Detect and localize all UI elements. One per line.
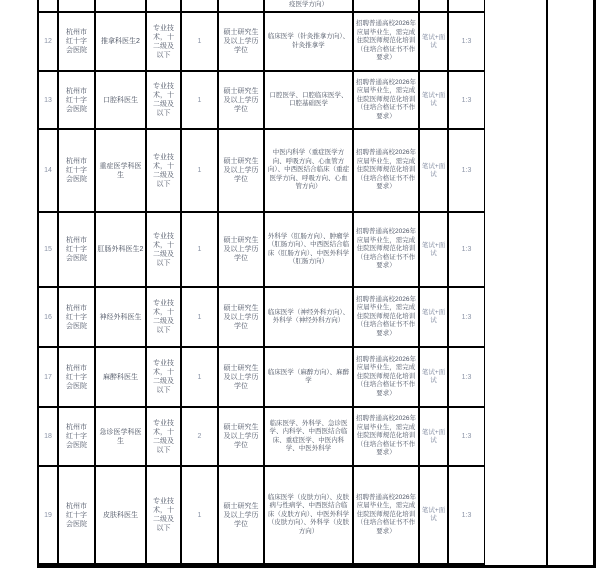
count-cell: 1 bbox=[182, 288, 219, 348]
empty-column-cell bbox=[548, 0, 596, 568]
count-cell: 1 bbox=[182, 213, 219, 288]
row-number: 17 bbox=[39, 348, 59, 408]
exam-cell: 笔试+面试 bbox=[420, 408, 449, 467]
exam-cell bbox=[420, 0, 449, 13]
other-req-cell: 招聘普通高校2026年应届毕业生，需完成住院医师规范化培训（住培合格证书不作要求） bbox=[354, 467, 420, 565]
exam-cell: 笔试+面试 bbox=[420, 130, 449, 213]
position-cell: 口腔科医生 bbox=[96, 72, 147, 130]
ratio-cell: 1:3 bbox=[449, 13, 487, 72]
other-req-cell: 招聘普通高校2026年应届毕业生，需完成住院医师规范化培训（住培合格证书不作要求） bbox=[354, 213, 420, 288]
position-cell: 推拿科医生2 bbox=[96, 13, 147, 72]
count-cell: 1 bbox=[182, 72, 219, 130]
degree-cell: 硕士研究生及以上学历学位 bbox=[219, 467, 265, 565]
exam-cell: 笔试+面试 bbox=[420, 13, 449, 72]
count-cell: 1 bbox=[182, 467, 219, 565]
row-number: 18 bbox=[39, 408, 59, 467]
other-req-cell: 招聘普通高校2026年应届毕业生，需完成住院医师规范化培训（住培合格证书不作要求） bbox=[354, 288, 420, 348]
row-number: 19 bbox=[39, 467, 59, 565]
row-number: 12 bbox=[39, 13, 59, 72]
ratio-cell: 1:3 bbox=[449, 288, 487, 348]
row-number: 13 bbox=[39, 72, 59, 130]
level-cell: 专业技术，十二级及以下 bbox=[147, 467, 182, 565]
exam-cell: 笔试+面试 bbox=[420, 72, 449, 130]
org-cell: 杭州市红十字会医院 bbox=[59, 13, 96, 72]
ratio-cell: 1:3 bbox=[449, 408, 487, 467]
degree-cell: 硕士研究生及以上学历学位 bbox=[219, 213, 265, 288]
major-cell: 口腔医学、口腔临床医学、口腔基础医学 bbox=[265, 72, 354, 130]
position-cell: 肛肠外科医生2 bbox=[96, 213, 147, 288]
count-cell: 1 bbox=[182, 13, 219, 72]
row-number bbox=[39, 0, 59, 13]
ratio-cell bbox=[449, 0, 487, 13]
exam-cell: 笔试+面试 bbox=[420, 348, 449, 408]
level-cell: 专业技术，十二级及以下 bbox=[147, 348, 182, 408]
ratio-cell: 1:3 bbox=[449, 348, 487, 408]
position-cell bbox=[96, 0, 147, 13]
major-cell: 中医内科学（重症医学方向、呼吸方向、心血管方向）、中西医结合临床（重症医学方向、呼吸方向、心血管方向） bbox=[265, 130, 354, 213]
count-cell: 1 bbox=[182, 348, 219, 408]
degree-cell: 硕士研究生及以上学历学位 bbox=[219, 72, 265, 130]
row-number: 16 bbox=[39, 288, 59, 348]
other-req-cell: 招聘普通高校2026年应届毕业生，需完成住院医师规范化培训（住培合格证书不作要求） bbox=[354, 72, 420, 130]
exam-cell: 笔试+面试 bbox=[420, 288, 449, 348]
org-cell: 杭州市红十字会医院 bbox=[59, 130, 96, 213]
empty-column-cell bbox=[485, 0, 548, 568]
count-cell bbox=[182, 0, 219, 13]
org-cell: 杭州市红十字会医院 bbox=[59, 408, 96, 467]
level-cell: 专业技术，十二级及以下 bbox=[147, 213, 182, 288]
org-cell: 杭州市红十字会医院 bbox=[59, 288, 96, 348]
exam-cell: 笔试+面试 bbox=[420, 467, 449, 565]
org-cell bbox=[59, 0, 96, 13]
level-cell: 专业技术，十二级及以下 bbox=[147, 288, 182, 348]
other-req-cell: 招聘普通高校2026年应届毕业生，需完成住院医师规范化培训（住培合格证书不作要求） bbox=[354, 130, 420, 213]
major-cell: 临床医学（皮肤方向）、皮肤病与性病学、中西医结合临床（皮肤方向）、中医外科学（皮肤方向）、外科学（皮肤方向） bbox=[265, 467, 354, 565]
level-cell bbox=[147, 0, 182, 13]
level-cell: 专业技术，十二级及以下 bbox=[147, 13, 182, 72]
major-cell: 临床医学、外科学、急诊医学、内科学、中西医结合临床、重症医学、中医内科学、中医外科学 bbox=[265, 408, 354, 467]
major-cell: 外科学（肛肠方向）、肿瘤学（肛肠方向）、中西医结合临床（肛肠方向）、中医外科学（肛肠方向） bbox=[265, 213, 354, 288]
degree-cell: 硕士研究生及以上学历学位 bbox=[219, 13, 265, 72]
major-cell-partial: 疫医学方向） bbox=[265, 0, 354, 13]
major-cell: 临床医学（麻醉方向）、麻醉学 bbox=[265, 348, 354, 408]
major-cell: 临床医学（针灸推拿方向）、针灸推拿学 bbox=[265, 13, 354, 72]
position-cell: 麻醉科医生 bbox=[96, 348, 147, 408]
other-req-cell: 招聘普通高校2026年应届毕业生，需完成住院医师规范化培训（住培合格证书不作要求） bbox=[354, 348, 420, 408]
row-number: 14 bbox=[39, 130, 59, 213]
ratio-cell: 1:3 bbox=[449, 213, 487, 288]
count-cell: 2 bbox=[182, 408, 219, 467]
major-cell: 临床医学（神经外科方向）、外科学（神经外科方向） bbox=[265, 288, 354, 348]
exam-cell: 笔试+面试 bbox=[420, 213, 449, 288]
level-cell: 专业技术，十二级及以下 bbox=[147, 130, 182, 213]
degree-cell: 硕士研究生及以上学历学位 bbox=[219, 348, 265, 408]
org-cell: 杭州市红十字会医院 bbox=[59, 72, 96, 130]
ratio-cell: 1:3 bbox=[449, 130, 487, 213]
row-number: 15 bbox=[39, 213, 59, 288]
position-cell: 重症医学科医生 bbox=[96, 130, 147, 213]
degree-cell: 硕士研究生及以上学历学位 bbox=[219, 288, 265, 348]
position-cell: 神经外科医生 bbox=[96, 288, 147, 348]
ratio-cell: 1:3 bbox=[449, 467, 487, 565]
position-cell: 急诊医学科医生 bbox=[96, 408, 147, 467]
org-cell: 杭州市红十字会医院 bbox=[59, 467, 96, 565]
position-cell: 皮肤科医生 bbox=[96, 467, 147, 565]
other-req-cell: 招聘普通高校2026年应届毕业生，需完成住院医师规范化培训（住培合格证书不作要求） bbox=[354, 13, 420, 72]
level-cell: 专业技术，十二级及以下 bbox=[147, 408, 182, 467]
degree-cell: 硕士研究生及以上学历学位 bbox=[219, 130, 265, 213]
degree-cell bbox=[219, 0, 265, 13]
other-req-cell bbox=[354, 0, 420, 13]
ratio-cell: 1:3 bbox=[449, 72, 487, 130]
degree-cell: 硕士研究生及以上学历学位 bbox=[219, 408, 265, 467]
org-cell: 杭州市红十字会医院 bbox=[59, 213, 96, 288]
recruitment-table bbox=[37, 0, 487, 568]
level-cell: 专业技术，十二级及以下 bbox=[147, 72, 182, 130]
other-req-cell: 招聘普通高校2026年应届毕业生，需完成住院医师规范化培训（住培合格证书不作要求） bbox=[354, 408, 420, 467]
org-cell: 杭州市红十字会医院 bbox=[59, 348, 96, 408]
count-cell: 1 bbox=[182, 130, 219, 213]
